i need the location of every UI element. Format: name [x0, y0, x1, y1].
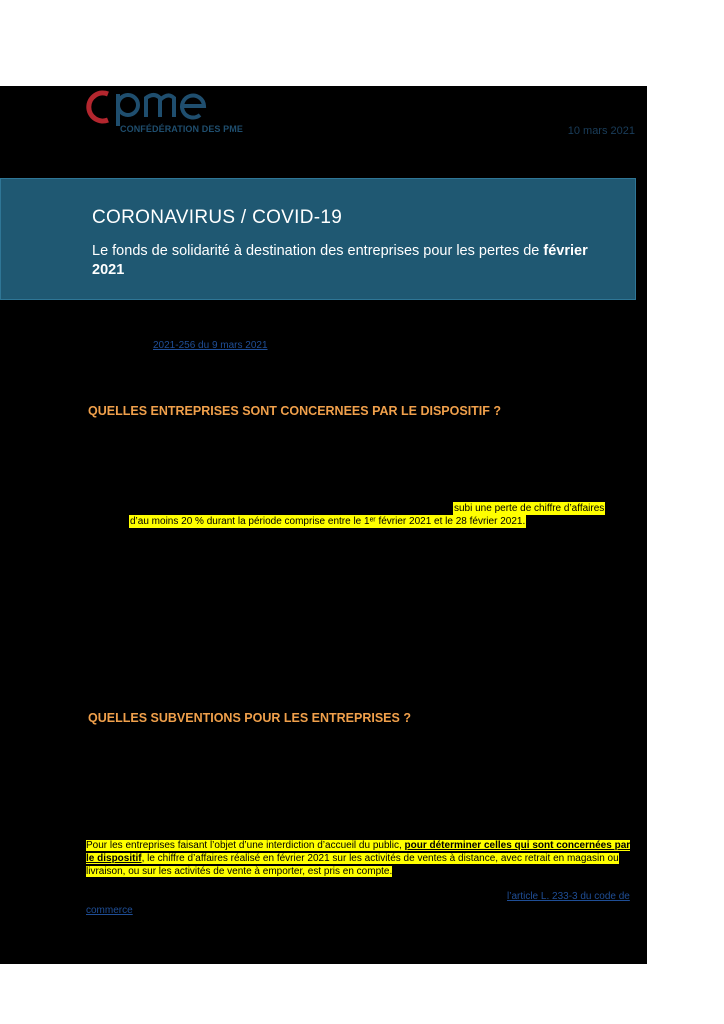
highlighted-paragraph [86, 839, 638, 878]
document-page [0, 86, 647, 964]
cpme-logo-mark [84, 86, 224, 126]
article-link-line-2[interactable]: commerce [86, 905, 133, 916]
paragraph-part-2: , le chiffre d’affaires réalisé en février 2021 sur les activités de ventes à distance, avec retrait en magasin ou livraison, ou sur les activités de vente à emporter, est pris en compte. [86, 853, 619, 877]
banner-title: CORONAVIRUS / COVID-19 [92, 207, 343, 228]
title-banner [0, 178, 636, 300]
banner-subtitle-text: Le fonds de solidarité à destination des entreprises pour les pertes de [92, 243, 544, 259]
banner-subtitle-bold: février 2021 [92, 243, 588, 278]
section2-heading: QUELLES SUBVENTIONS POUR LES ENTREPRISES ? [88, 711, 411, 725]
section1-heading: QUELLES ENTREPRISES SONT CONCERNEES PAR LE DISPOSITIF ? [88, 404, 502, 418]
banner-subtitle [92, 242, 592, 280]
logo-subtitle: CONFÉDÉRATION DES PME [120, 124, 243, 134]
paragraph-bold: pour déterminer celles qui sont concernées par le dispositif [86, 840, 631, 864]
cpme-logo [84, 86, 284, 138]
article-link-line-1[interactable]: l’article L. 233-3 du code de [507, 891, 630, 902]
document-date: 10 mars 2021 [567, 125, 635, 137]
paragraph-part-1: Pour les entreprises faisant l’objet d’une interdiction d’accueil du public, [86, 840, 405, 851]
highlight-line-2: d’au moins 20 % durant la période comprise entre le 1ᵉʳ février 2021 et le 28 février 2021. [130, 516, 526, 527]
decree-link[interactable]: 2021-256 du 9 mars 2021 [153, 340, 268, 351]
highlight-line-1: subi une perte de chiffre d’affaires [454, 503, 605, 514]
